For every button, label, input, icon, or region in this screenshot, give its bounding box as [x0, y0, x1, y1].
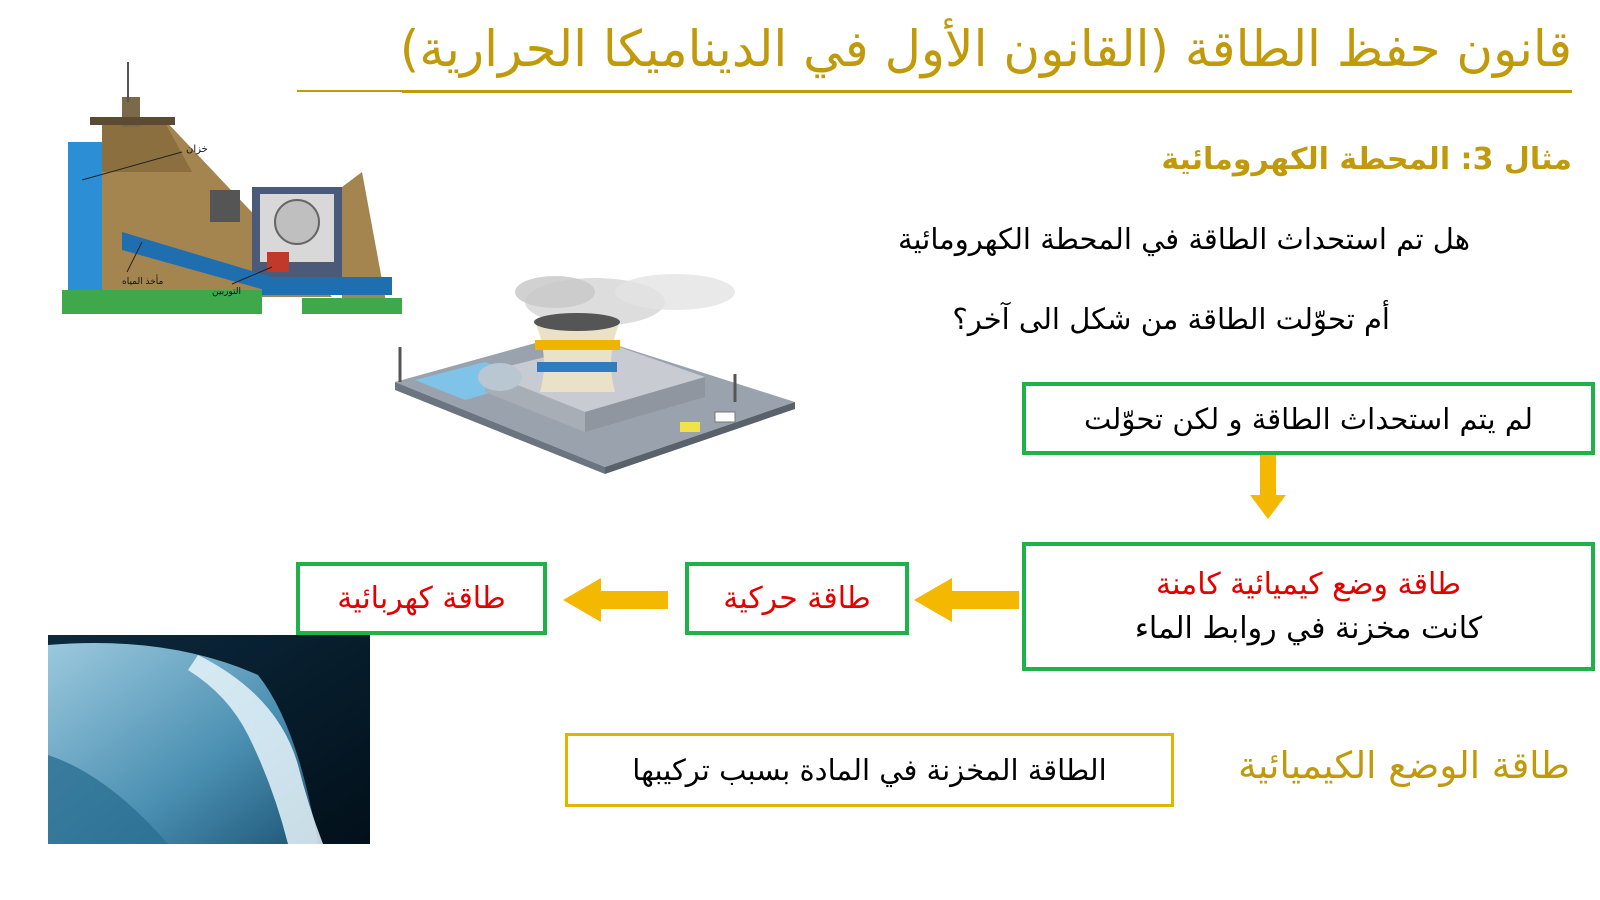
potential-energy-label: طاقة وضع كيميائية كامنة	[1156, 566, 1461, 602]
potential-energy-description: كانت مخزنة في روابط الماء	[1134, 610, 1483, 646]
reservoir-label: خزان	[186, 144, 208, 155]
arrow-left-icon	[914, 578, 1019, 622]
definition-text: الطاقة المخزنة في المادة بسبب تركيبها	[632, 753, 1107, 787]
turbine-label: التوربين	[212, 287, 242, 297]
kinetic-energy-box	[685, 562, 909, 635]
kinetic-energy-label: طاقة حركية	[723, 581, 871, 616]
potential-energy-box	[1022, 542, 1595, 671]
intake-label: مأخذ المياه	[122, 277, 164, 287]
electric-energy-label: طاقة كهربائية	[337, 581, 506, 616]
title-underline	[297, 90, 1572, 93]
electric-energy-box	[296, 562, 547, 635]
answer-box-text: لم يتم استحداث الطاقة و لكن تحوّلت	[1084, 401, 1533, 436]
power-plant-illustration	[375, 262, 805, 474]
example-heading: مثال 3: المحطة الكهرومائية	[1161, 142, 1572, 177]
answer-box	[1022, 382, 1595, 455]
arrow-left-icon	[563, 578, 668, 622]
definition-box	[565, 733, 1174, 807]
arrow-down-icon	[1248, 455, 1288, 520]
question-line-1: هل تم استحداث الطاقة في المحطة الكهرومائية	[897, 222, 1470, 256]
waterfall-photo	[48, 635, 370, 844]
definition-term: طاقة الوضع الكيميائية	[1238, 744, 1570, 787]
question-line-2: أم تحوّلت الطاقة من شكل الى آخر؟	[952, 302, 1390, 336]
hydroelectric-dam-diagram	[62, 62, 402, 314]
page-title: قانون حفظ الطاقة (القانون الأول في الديناميكا الحرارية)	[399, 20, 1572, 78]
